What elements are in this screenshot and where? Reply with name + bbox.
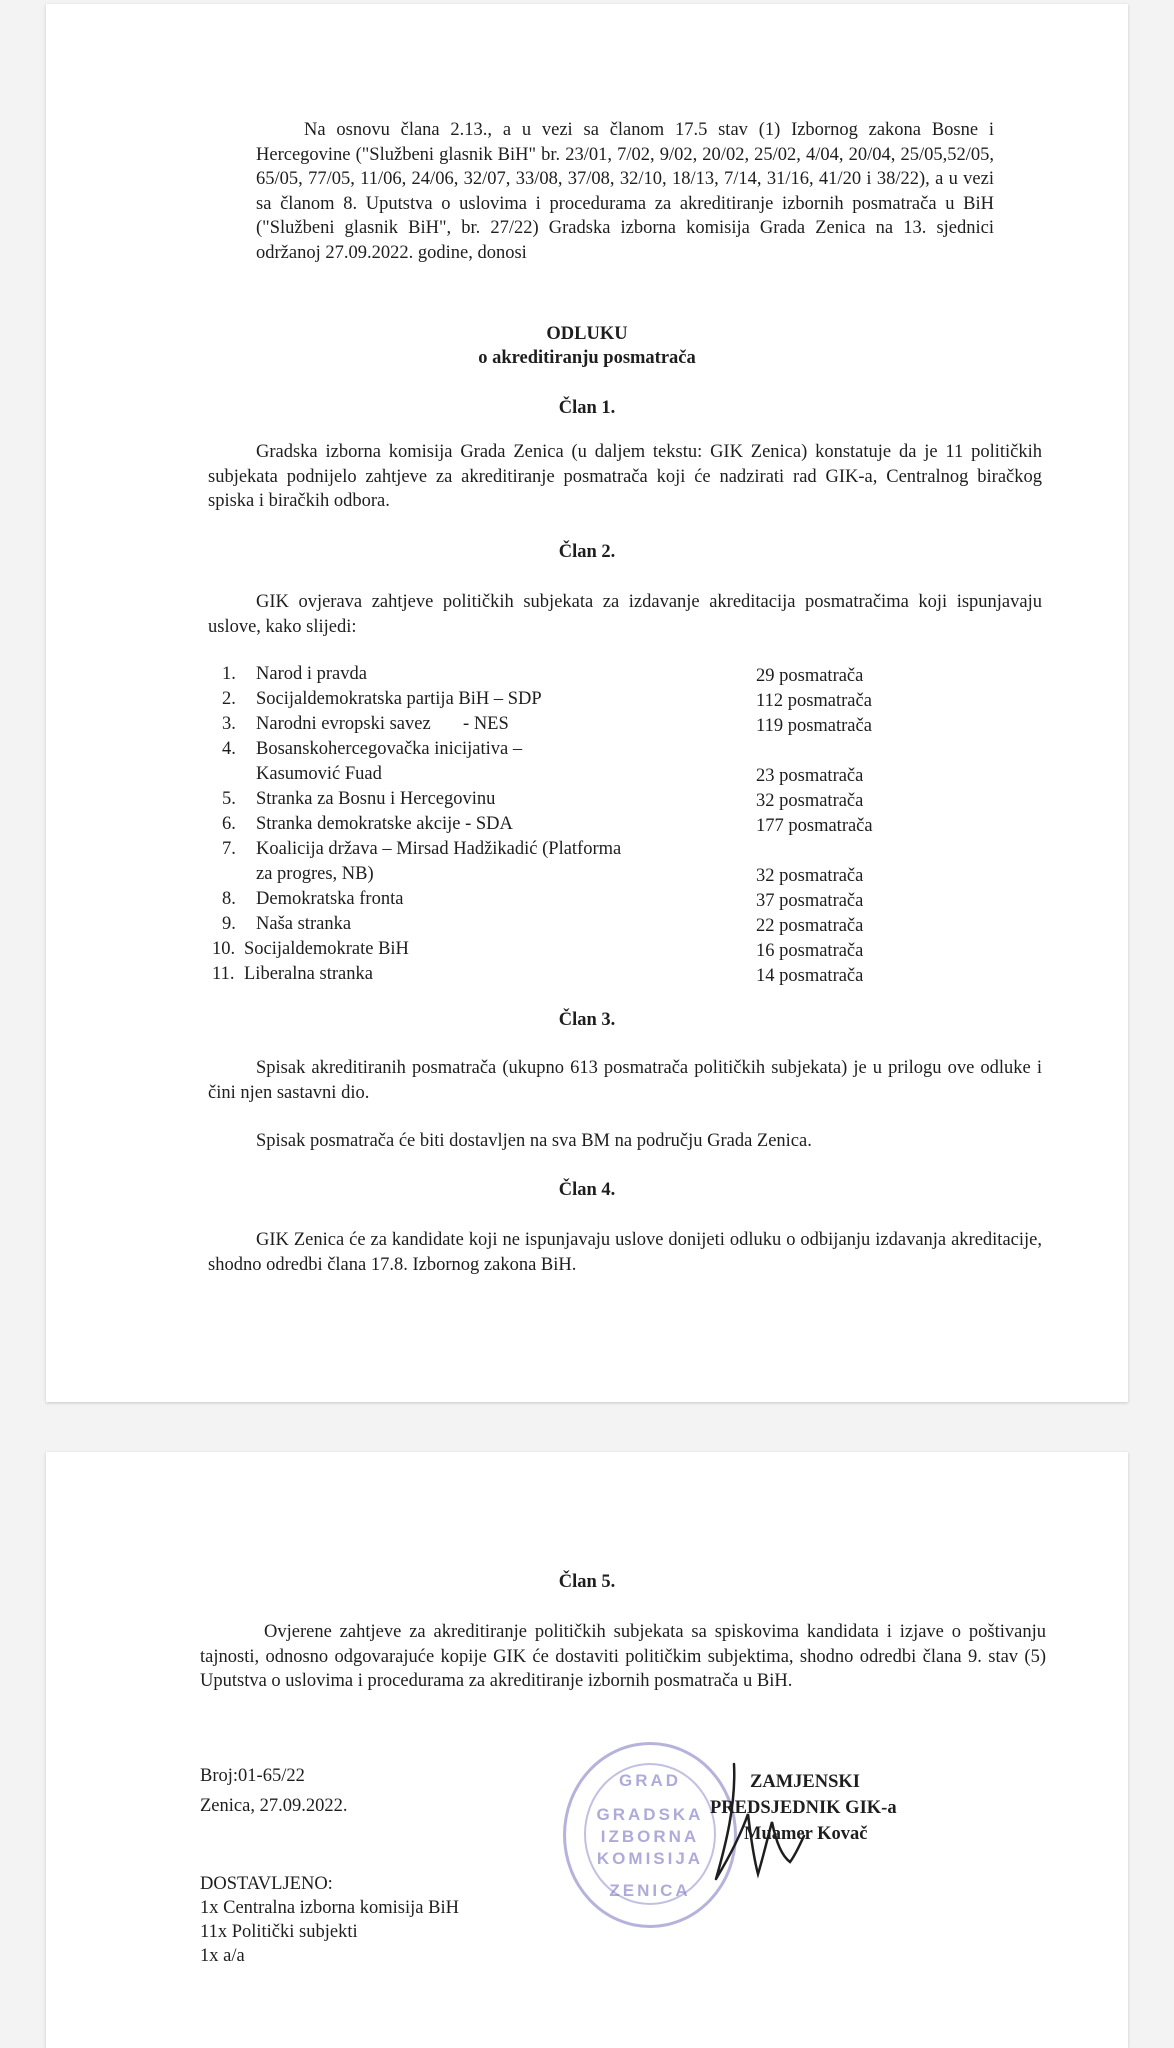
- stamp-text: IZBORNA: [600, 1827, 700, 1846]
- party-number: 3.: [222, 714, 236, 734]
- stamp-text: ZENICA: [609, 1881, 691, 1900]
- party-name: Demokratska fronta: [256, 889, 404, 909]
- observer-count: 14 posmatrača: [756, 966, 864, 986]
- party-name: Naša stranka: [256, 914, 352, 934]
- observer-count: 177 posmatrača: [756, 816, 873, 836]
- article-2-text: GIK ovjerava zahtjeve političkih subjekata za izdavanje akreditacija posmatračima koji ispunjavaju uslove, kako slijedi:: [208, 592, 1042, 637]
- article-4-text: GIK Zenica će za kandidate koji ne ispunjavaju uslove donijeti odluku o odbijanju izdavanja akreditacije, shodno odredbi člana 17.8. Izbornog zakona BiH.: [208, 1230, 1042, 1275]
- party-name-continued: za progres, NB): [256, 864, 374, 884]
- party-name: Liberalna stranka: [244, 964, 373, 984]
- party-name: Stranka demokratske akcije - SDA: [256, 814, 513, 834]
- place-and-date: Zenica, 27.09.2022.: [200, 1796, 348, 1816]
- stamp-text: GRAD: [618, 1771, 682, 1790]
- signatory-title: ZAMJENSKI: [750, 1772, 860, 1792]
- document-page-2: [46, 1452, 1128, 2048]
- party-number: 7.: [222, 839, 236, 859]
- party-number: 9.: [222, 914, 236, 934]
- article-5-text: Ovjerene zahtjeve za akreditiranje političkih subjekata sa spiskovima kandidata i izjave o poštivanju tajnosti, odnosno odgovarajuće kopije GIK će dostaviti političkim subjektima, shodno odredbi člana 9. stav (5) Uputstva o uslovima i procedurama za akreditiranje izbornih posmatrača u BiH.: [200, 1622, 1046, 1691]
- observer-count: 29 posmatrača: [756, 666, 864, 686]
- article-1-heading: Član 1.: [558, 398, 616, 418]
- party-number: 8.: [222, 889, 236, 909]
- article-1-text: Gradska izborna komisija Grada Zenica (u daljem tekstu: GIK Zenica) konstatuje da je 11 političkih subjekata podnijelo zahtjeve za akreditiranje posmatrača koji će nadzirati rad GIK-a, Centralnog biračkog spiska i biračkih odbora.: [208, 442, 1042, 511]
- signatory-name: Muamer Kovač: [744, 1824, 868, 1844]
- observer-count: 32 posmatrača: [756, 866, 864, 886]
- party-name: Narodni evropski savez - NES: [256, 714, 509, 734]
- decision-title: ODLUKU: [546, 324, 628, 344]
- party-number: 4.: [222, 739, 236, 759]
- observer-count: 37 posmatrača: [756, 891, 864, 911]
- delivered-label: DOSTAVLJENO:: [200, 1874, 333, 1894]
- article-4-heading: Član 4.: [558, 1180, 616, 1200]
- party-number: 6.: [222, 814, 236, 834]
- intro-paragraph: Na osnovu člana 2.13., a u vezi sa članom 17.5 stav (1) Izbornog zakona Bosne i Hercegovine ("Službeni glasnik BiH" br. 23/01, 7/02, 9/02, 20/02, 25/02, 4/04, 20/04, 25/05,52/05, 65/05, 77/05, 11/06, 24/06, 32/07, 33/08, 37/08, 32/10, 18/13, 7/14, 31/16, 41/20 i 38/22), a u vezi sa članom 8. Uputstva o uslovima i procedurama za akreditiranje izbornih posmatrača u BiH ("Službeni glasnik BiH", br. 27/22) Gradska izborna komisija Grada Zenica na 13. sjednici održanoj 27.09.2022. godine, donosi: [256, 120, 994, 263]
- party-name-continued: Kasumović Fuad: [256, 764, 382, 784]
- party-name: Socijaldemokrate BiH: [244, 939, 409, 959]
- article-3-delivery-text: Spisak posmatrača će biti dostavljen na sva BM na području Grada Zenica.: [256, 1131, 812, 1151]
- delivered-item: 1x a/a: [200, 1946, 245, 1966]
- party-number: 5.: [222, 789, 236, 809]
- observer-count: 16 posmatrača: [756, 941, 864, 961]
- observer-count: 119 posmatrača: [756, 716, 872, 736]
- document-page-1: [46, 4, 1128, 1402]
- article-3-text: Spisak akreditiranih posmatrača (ukupno 613 posmatrača političkih subjekata) je u prilogu ove odluke i čini njen sastavni dio.: [208, 1058, 1042, 1103]
- observer-count: 112 posmatrača: [756, 691, 872, 711]
- party-name: Koalicija država – Mirsad Hadžikadić (Platforma: [256, 839, 622, 859]
- party-number: 1.: [222, 664, 236, 684]
- signatory-role: PREDSJEDNIK GIK-a: [710, 1798, 897, 1818]
- observer-count: 32 posmatrača: [756, 791, 864, 811]
- party-number: 2.: [222, 689, 236, 709]
- article-2-heading: Član 2.: [558, 542, 616, 562]
- stamp-text: KOMISIJA: [596, 1849, 704, 1868]
- decision-subtitle: o akreditiranju posmatrača: [478, 348, 696, 368]
- stamp-text: GRADSKA: [596, 1805, 704, 1824]
- delivered-item: 1x Centralna izborna komisija BiH: [200, 1898, 459, 1918]
- article-5-heading: Član 5.: [558, 1572, 616, 1592]
- delivered-item: 11x Politički subjekti: [200, 1922, 358, 1942]
- party-number: 10.: [212, 939, 236, 959]
- party-name: Narod i pravda: [256, 664, 367, 684]
- article-3-heading: Član 3.: [558, 1010, 616, 1030]
- party-name: Socijaldemokratska partija BiH – SDP: [256, 689, 542, 709]
- party-number: 11.: [212, 964, 235, 984]
- party-name: Bosanskohercegovačka inicijativa –: [256, 739, 523, 759]
- observer-count: 23 posmatrača: [756, 766, 864, 786]
- party-name: Stranka za Bosnu i Hercegovinu: [256, 789, 496, 809]
- document-number: Broj:01-65/22: [200, 1766, 305, 1786]
- observer-count: 22 posmatrača: [756, 916, 864, 936]
